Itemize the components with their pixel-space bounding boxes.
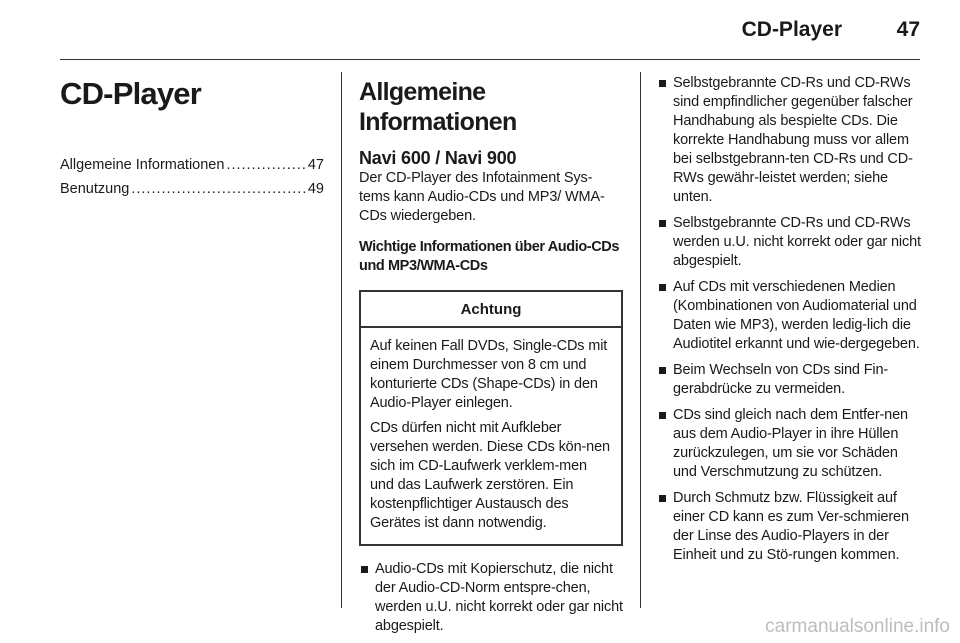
bullet-square-icon — [659, 412, 666, 419]
watermark: carmanualsonline.info — [765, 616, 950, 637]
bullet-square-icon — [659, 80, 666, 87]
warning-box — [359, 290, 623, 546]
list-item — [657, 278, 922, 354]
list-item-text: Durch Schmutz bzw. Flüssigkeit auf einer CD kann es zum Ver-schmieren der Linse des Audio-Players in der Einheit und zu Stö-rungen kommen. — [673, 490, 909, 563]
chapter-title: CD-Player — [60, 76, 201, 111]
list-item-text: Auf CDs mit verschiedenen Medien (Kombinationen von Audiomaterial und Daten wie MP3), werden ledig-lich die Audiotitel erkannt und wie-dergegeben. — [673, 279, 920, 352]
toc-leader-dots — [226, 153, 305, 177]
toc-entry-label: Benutzung — [60, 181, 130, 197]
toc-entry-page: 49 — [307, 181, 324, 197]
list-item-text: Beim Wechseln von CDs sind Fin-gerabdrücke zu vermeiden. — [673, 362, 889, 397]
bullet-list — [359, 560, 623, 636]
toc-entry-allgemeine-informationen[interactable] — [60, 153, 324, 177]
list-item-text: Selbstgebrannte CD-Rs und CD-RWs werden u.U. nicht korrekt oder gar nicht abgespielt. — [673, 215, 921, 269]
warning-paragraph: Auf keinen Fall DVDs, Single-CDs mit einem Durchmesser von 8 cm und konturierte CDs (Shape-CDs) in den Audio-Player einlegen. — [370, 338, 608, 411]
info-heading: Wichtige Informationen über Audio-CDs und MP3/WMA-CDs — [359, 239, 620, 274]
running-head-title: CD-Player — [741, 18, 842, 41]
toc-entry-benutzung[interactable] — [60, 177, 324, 201]
content-column-2 — [657, 72, 922, 572]
toc-entry-page: 47 — [307, 157, 324, 173]
content-column-1 — [359, 72, 623, 643]
warning-title: Achtung — [361, 292, 621, 328]
header-divider — [60, 59, 920, 60]
page-header — [60, 14, 920, 50]
bullet-square-icon — [361, 566, 368, 573]
section-title: Allgemeine Informationen — [359, 78, 517, 136]
page-number: 47 — [896, 18, 920, 41]
bullet-square-icon — [659, 284, 666, 291]
toc-column — [60, 72, 324, 201]
list-item-text: Audio-CDs mit Kopierschutz, die nicht der Audio-CD-Norm entspre-chen, werden u.U. nicht korrekt oder gar nicht abgespielt. — [375, 561, 623, 634]
bullet-square-icon — [659, 220, 666, 227]
column-divider-1 — [341, 72, 342, 608]
model-subtitle: Navi 600 / Navi 900 — [359, 148, 517, 168]
warning-body — [361, 328, 621, 544]
list-item — [657, 489, 922, 565]
list-item — [359, 560, 623, 636]
warning-paragraph: CDs dürfen nicht mit Aufkleber versehen werden. Diese CDs kön-nen sich im CD-Laufwerk verklem-men und das Laufwerk zerstören. Ein kostenpflichtiger Austausch des Gerätes ist dann notwendig. — [370, 420, 610, 531]
column-divider-2 — [640, 72, 641, 608]
bullet-square-icon — [659, 495, 666, 502]
list-item — [657, 406, 922, 482]
list-item — [657, 74, 922, 207]
table-of-contents — [60, 153, 324, 201]
bullet-square-icon — [659, 367, 666, 374]
bullet-list — [657, 74, 922, 565]
intro-paragraph: Der CD-Player des Infotainment Sys-tems kann Audio-CDs und MP3/ WMA-CDs wiedergeben. — [359, 170, 605, 224]
toc-entry-label: Allgemeine Informationen — [60, 157, 225, 173]
list-item — [657, 214, 922, 271]
toc-leader-dots — [131, 177, 306, 201]
list-item-text: CDs sind gleich nach dem Entfer-nen aus dem Audio-Player in ihre Hüllen zurückzulegen, um sie vor Schäden und Verschmutzung zu schützen. — [673, 407, 908, 480]
list-item — [657, 361, 922, 399]
list-item-text: Selbstgebrannte CD-Rs und CD-RWs sind empfindlicher gegenüber falscher Handhabung als bespielte CDs. Die korrekte Handhabung muss vor allem bei selbstgebrann-ten CD-Rs und CD-RWs gewähr-leistet werden; siehe unten. — [673, 75, 913, 205]
